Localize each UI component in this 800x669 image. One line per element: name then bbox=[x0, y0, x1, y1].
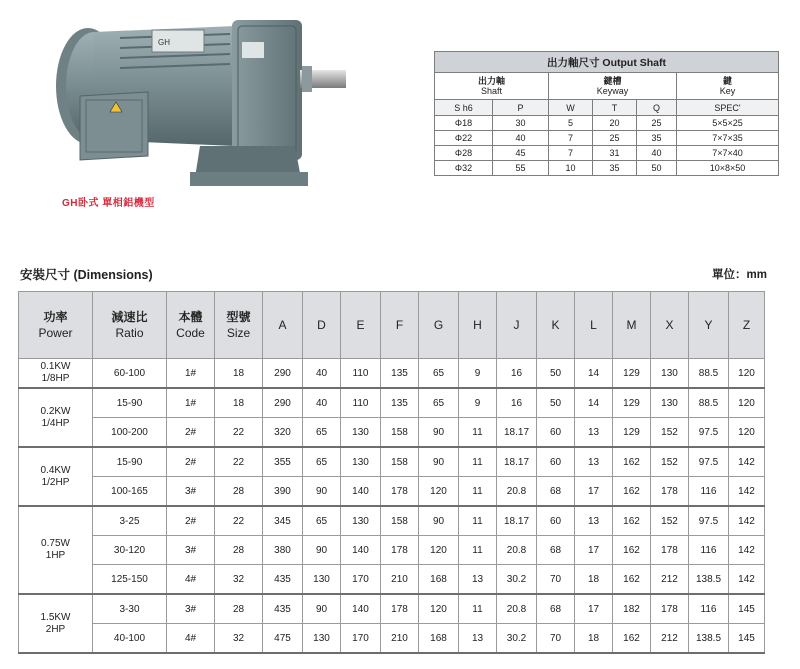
table-row bbox=[19, 388, 765, 418]
column-header bbox=[729, 292, 765, 359]
dimension-cell: 9 bbox=[459, 388, 497, 418]
table-row bbox=[19, 477, 765, 507]
dimension-cell: 3# bbox=[167, 477, 215, 507]
dimension-cell: 40 bbox=[303, 388, 341, 418]
dimension-cell: 28 bbox=[215, 477, 263, 507]
dimension-cell: 11 bbox=[459, 506, 497, 536]
dimension-cell: 16 bbox=[497, 388, 537, 418]
dimension-cell: 145 bbox=[729, 624, 765, 654]
dimension-cell: 110 bbox=[341, 388, 381, 418]
column-header bbox=[381, 292, 419, 359]
dimension-cell: 100-165 bbox=[93, 477, 167, 507]
shaft-subheader: Q bbox=[637, 100, 677, 116]
dimension-cell: 130 bbox=[341, 447, 381, 477]
column-header bbox=[689, 292, 729, 359]
dimension-cell: 116 bbox=[689, 594, 729, 624]
shaft-cell: 10×8×50 bbox=[677, 161, 779, 176]
dimension-cell: 129 bbox=[613, 418, 651, 448]
dimensions-header-row bbox=[19, 292, 765, 359]
dimension-cell: 212 bbox=[651, 565, 689, 595]
column-header-cn: K bbox=[551, 318, 560, 332]
column-header-cn: H bbox=[473, 318, 482, 332]
dimension-cell: 152 bbox=[651, 418, 689, 448]
dimension-cell: 9 bbox=[459, 359, 497, 389]
dimension-cell: 18 bbox=[575, 624, 613, 654]
dimension-cell: 162 bbox=[613, 536, 651, 565]
dimension-cell: 18.17 bbox=[497, 447, 537, 477]
table-row bbox=[435, 116, 779, 131]
power-value: 1/4HP bbox=[41, 417, 70, 429]
dimension-cell: 380 bbox=[263, 536, 303, 565]
dimension-cell: 162 bbox=[613, 624, 651, 654]
shaft-subheader: S h6 bbox=[435, 100, 493, 116]
column-header-en: Code bbox=[176, 326, 205, 340]
key-group-cn: 鍵 bbox=[722, 76, 732, 86]
shaft-cell: 40 bbox=[493, 131, 549, 146]
dimension-cell: 345 bbox=[263, 506, 303, 536]
shaft-cell: 40 bbox=[637, 146, 677, 161]
dimension-cell: 100-200 bbox=[93, 418, 167, 448]
shaft-cell: 50 bbox=[637, 161, 677, 176]
table-row bbox=[19, 565, 765, 595]
dimensions-title: 安裝尺寸 (Dimensions) bbox=[20, 268, 153, 282]
dimension-cell: 18 bbox=[215, 388, 263, 418]
column-header bbox=[303, 292, 341, 359]
dimension-cell: 3# bbox=[167, 536, 215, 565]
dimension-cell: 70 bbox=[537, 624, 575, 654]
column-header bbox=[459, 292, 497, 359]
shaft-cell: 35 bbox=[593, 161, 637, 176]
dimension-cell: 152 bbox=[651, 447, 689, 477]
dimension-cell: 178 bbox=[381, 477, 419, 507]
dimension-cell: 60 bbox=[537, 418, 575, 448]
dimension-cell: 16 bbox=[497, 359, 537, 389]
dimension-cell: 11 bbox=[459, 477, 497, 507]
dimension-cell: 129 bbox=[613, 359, 651, 389]
shaft-cell: 10 bbox=[549, 161, 593, 176]
column-header-cn: X bbox=[665, 318, 674, 332]
dimension-cell: 120 bbox=[729, 418, 765, 448]
dimension-cell: 130 bbox=[651, 359, 689, 389]
dimension-cell: 320 bbox=[263, 418, 303, 448]
shaft-cell: 30 bbox=[493, 116, 549, 131]
dimensions-table-body bbox=[19, 359, 765, 654]
keyway-group-header bbox=[549, 73, 677, 100]
shaft-table-body bbox=[435, 116, 779, 176]
dimension-cell: 11 bbox=[459, 447, 497, 477]
dimension-cell: 88.5 bbox=[689, 359, 729, 389]
dimension-cell: 435 bbox=[263, 565, 303, 595]
dimension-cell: 68 bbox=[537, 594, 575, 624]
dimension-cell: 140 bbox=[341, 594, 381, 624]
dimension-cell: 178 bbox=[651, 594, 689, 624]
dimension-cell: 68 bbox=[537, 536, 575, 565]
dimension-cell: 120 bbox=[419, 594, 459, 624]
dimension-cell: 13 bbox=[575, 418, 613, 448]
dimension-cell: 142 bbox=[729, 447, 765, 477]
dimension-cell: 178 bbox=[651, 477, 689, 507]
dimension-cell: 130 bbox=[303, 565, 341, 595]
column-header bbox=[215, 292, 263, 359]
power-value: 1/2HP bbox=[41, 476, 70, 488]
dimension-cell: 4# bbox=[167, 624, 215, 654]
shaft-cell: Φ32 bbox=[435, 161, 493, 176]
power-value: 0.75W bbox=[41, 538, 70, 549]
dimension-cell: 13 bbox=[459, 624, 497, 654]
dimension-cell: 178 bbox=[381, 536, 419, 565]
column-header-cn: Z bbox=[742, 318, 751, 332]
dimension-cell: 3-25 bbox=[93, 506, 167, 536]
column-header bbox=[613, 292, 651, 359]
dimension-cell: 130 bbox=[651, 388, 689, 418]
dimension-cell: 60 bbox=[537, 506, 575, 536]
column-header-cn: 本體 bbox=[178, 310, 203, 324]
dimension-cell: 210 bbox=[381, 624, 419, 654]
column-header-cn: 減速比 bbox=[111, 310, 148, 324]
product-caption: GH卧式 單相鋁機型 bbox=[62, 198, 155, 209]
dimension-cell: 162 bbox=[613, 565, 651, 595]
column-header-cn: L bbox=[590, 318, 597, 332]
motor-nameplate-label: GH bbox=[158, 38, 170, 47]
dimension-cell: 168 bbox=[419, 624, 459, 654]
dimension-cell: 130 bbox=[341, 418, 381, 448]
dimension-cell: 90 bbox=[419, 506, 459, 536]
dimension-cell: 142 bbox=[729, 506, 765, 536]
shaft-cell: 45 bbox=[493, 146, 549, 161]
dimension-cell: 120 bbox=[419, 477, 459, 507]
dimension-cell: 142 bbox=[729, 477, 765, 507]
dimension-cell: 1# bbox=[167, 359, 215, 389]
shaft-cell: Φ28 bbox=[435, 146, 493, 161]
table-row bbox=[19, 506, 765, 536]
dimension-cell: 17 bbox=[575, 594, 613, 624]
dimension-cell: 97.5 bbox=[689, 506, 729, 536]
dimension-cell: 135 bbox=[381, 388, 419, 418]
power-value: 2HP bbox=[45, 623, 66, 635]
shaft-group-en: Shaft bbox=[480, 86, 502, 96]
dimension-cell: 170 bbox=[341, 565, 381, 595]
dimension-cell: 2# bbox=[167, 506, 215, 536]
dimension-cell: 90 bbox=[303, 594, 341, 624]
shaft-group-cn: 出力軸 bbox=[477, 76, 505, 86]
dimension-cell: 178 bbox=[381, 594, 419, 624]
column-header-cn: G bbox=[433, 318, 444, 332]
dimension-cell: 212 bbox=[651, 624, 689, 654]
dimension-cell: 22 bbox=[215, 418, 263, 448]
output-shaft-table bbox=[434, 51, 778, 176]
shaft-cell: 20 bbox=[593, 116, 637, 131]
dimension-cell: 28 bbox=[215, 594, 263, 624]
column-header bbox=[19, 292, 93, 359]
column-header-en: Power bbox=[38, 326, 73, 340]
dimension-cell: 130 bbox=[303, 624, 341, 654]
column-header bbox=[419, 292, 459, 359]
dimension-cell: 30.2 bbox=[497, 624, 537, 654]
table-row bbox=[435, 161, 779, 176]
dimension-cell: 60-100 bbox=[93, 359, 167, 389]
keyway-group-cn: 鍵槽 bbox=[603, 76, 622, 86]
shaft-cell: 5 bbox=[549, 116, 593, 131]
power-value: 0.2KW bbox=[40, 405, 71, 417]
dimension-cell: 475 bbox=[263, 624, 303, 654]
shaft-subheader: SPEC' bbox=[677, 100, 779, 116]
dimension-cell: 135 bbox=[381, 359, 419, 389]
column-header-cn: E bbox=[356, 318, 365, 332]
dimension-cell: 18.17 bbox=[497, 506, 537, 536]
column-header bbox=[167, 292, 215, 359]
dimension-cell: 11 bbox=[459, 418, 497, 448]
column-header-cn: 型號 bbox=[226, 310, 251, 324]
column-header bbox=[93, 292, 167, 359]
dimension-cell: 2# bbox=[167, 447, 215, 477]
dimension-cell: 355 bbox=[263, 447, 303, 477]
dimension-cell: 30-120 bbox=[93, 536, 167, 565]
dimension-cell: 90 bbox=[419, 418, 459, 448]
dimension-cell: 60 bbox=[537, 447, 575, 477]
column-header bbox=[651, 292, 689, 359]
dimension-cell: 11 bbox=[459, 536, 497, 565]
column-header bbox=[341, 292, 381, 359]
dimension-cell: 158 bbox=[381, 447, 419, 477]
table-row bbox=[19, 359, 765, 389]
power-cell bbox=[19, 506, 93, 594]
dimension-cell: 50 bbox=[537, 388, 575, 418]
power-cell bbox=[19, 359, 93, 389]
dimension-cell: 116 bbox=[689, 536, 729, 565]
dimension-cell: 116 bbox=[689, 477, 729, 507]
dimension-cell: 178 bbox=[651, 536, 689, 565]
dimension-cell: 28 bbox=[215, 536, 263, 565]
dimension-cell: 3-30 bbox=[93, 594, 167, 624]
dimension-cell: 32 bbox=[215, 624, 263, 654]
shaft-table-title: 出力軸尺寸 Output Shaft bbox=[435, 52, 779, 73]
power-value: 0.1KW bbox=[40, 361, 71, 372]
dimension-cell: 32 bbox=[215, 565, 263, 595]
dimension-cell: 65 bbox=[303, 418, 341, 448]
dimension-cell: 142 bbox=[729, 565, 765, 595]
dimension-cell: 4# bbox=[167, 565, 215, 595]
power-value: 1/8HP bbox=[41, 373, 70, 384]
dimension-cell: 152 bbox=[651, 506, 689, 536]
shaft-cell: 7×7×40 bbox=[677, 146, 779, 161]
shaft-cell: 5×5×25 bbox=[677, 116, 779, 131]
dimension-cell: 13 bbox=[575, 447, 613, 477]
table-row bbox=[435, 146, 779, 161]
table-row bbox=[435, 131, 779, 146]
dimension-cell: 142 bbox=[729, 536, 765, 565]
dimension-cell: 138.5 bbox=[689, 624, 729, 654]
dimension-cell: 158 bbox=[381, 418, 419, 448]
dimension-cell: 20.8 bbox=[497, 536, 537, 565]
dimension-cell: 140 bbox=[341, 536, 381, 565]
keyway-group-en: Keyway bbox=[596, 86, 629, 96]
dimension-cell: 88.5 bbox=[689, 388, 729, 418]
dimension-cell: 22 bbox=[215, 506, 263, 536]
column-header bbox=[575, 292, 613, 359]
shaft-cell: 25 bbox=[593, 131, 637, 146]
dimension-cell: 138.5 bbox=[689, 565, 729, 595]
dimension-cell: 65 bbox=[303, 506, 341, 536]
dimension-cell: 390 bbox=[263, 477, 303, 507]
shaft-subheader: W bbox=[549, 100, 593, 116]
shaft-cell: Φ22 bbox=[435, 131, 493, 146]
dimension-cell: 3# bbox=[167, 594, 215, 624]
dimension-cell: 65 bbox=[419, 359, 459, 389]
dimension-cell: 120 bbox=[729, 388, 765, 418]
dimension-cell: 2# bbox=[167, 418, 215, 448]
column-header-cn: J bbox=[513, 318, 520, 332]
dimension-cell: 40-100 bbox=[93, 624, 167, 654]
power-value: 1.5KW bbox=[40, 611, 71, 623]
dimension-cell: 90 bbox=[303, 477, 341, 507]
dimension-cell: 40 bbox=[303, 359, 341, 389]
column-header-cn: A bbox=[278, 318, 287, 332]
shaft-cell: 25 bbox=[637, 116, 677, 131]
shaft-subheader: P bbox=[493, 100, 549, 116]
dimension-cell: 30.2 bbox=[497, 565, 537, 595]
shaft-cell: 7 bbox=[549, 146, 593, 161]
shaft-cell: Φ18 bbox=[435, 116, 493, 131]
shaft-group-header bbox=[435, 73, 549, 100]
column-header bbox=[263, 292, 303, 359]
table-row bbox=[19, 536, 765, 565]
dimension-cell: 110 bbox=[341, 359, 381, 389]
dimensions-table bbox=[18, 291, 765, 654]
dimension-cell: 140 bbox=[341, 477, 381, 507]
column-header-en: Size bbox=[226, 326, 251, 340]
dimension-cell: 125-150 bbox=[93, 565, 167, 595]
power-cell bbox=[19, 388, 93, 447]
dimension-cell: 11 bbox=[459, 594, 497, 624]
shaft-cell: 35 bbox=[637, 131, 677, 146]
dimension-cell: 120 bbox=[729, 359, 765, 389]
power-cell bbox=[19, 447, 93, 506]
shaft-cell: 7×7×35 bbox=[677, 131, 779, 146]
dimension-cell: 1# bbox=[167, 388, 215, 418]
key-group-en: Key bbox=[719, 86, 736, 96]
shaft-subheader: T bbox=[593, 100, 637, 116]
table-row bbox=[19, 418, 765, 448]
column-header-cn: 功率 bbox=[43, 310, 68, 324]
dimension-cell: 168 bbox=[419, 565, 459, 595]
dimension-cell: 15-90 bbox=[93, 447, 167, 477]
column-header-cn: M bbox=[626, 318, 637, 332]
dimension-cell: 17 bbox=[575, 536, 613, 565]
power-value: 0.4KW bbox=[40, 464, 71, 476]
dimension-cell: 18 bbox=[215, 359, 263, 389]
dimension-cell: 65 bbox=[303, 447, 341, 477]
dimension-cell: 129 bbox=[613, 388, 651, 418]
dimension-cell: 17 bbox=[575, 477, 613, 507]
dimension-cell: 290 bbox=[263, 388, 303, 418]
column-header-en: Ratio bbox=[115, 326, 144, 340]
dimension-cell: 120 bbox=[419, 536, 459, 565]
dimension-cell: 65 bbox=[419, 388, 459, 418]
unit-label: 單位：mm bbox=[712, 269, 767, 281]
dimension-cell: 13 bbox=[459, 565, 497, 595]
dimension-cell: 435 bbox=[263, 594, 303, 624]
dimension-cell: 182 bbox=[613, 594, 651, 624]
dimension-cell: 290 bbox=[263, 359, 303, 389]
dimension-cell: 145 bbox=[729, 594, 765, 624]
column-header-cn: D bbox=[317, 318, 326, 332]
dimension-cell: 210 bbox=[381, 565, 419, 595]
dimension-cell: 20.8 bbox=[497, 594, 537, 624]
dimension-cell: 158 bbox=[381, 506, 419, 536]
power-cell bbox=[19, 594, 93, 653]
column-header-cn: Y bbox=[704, 318, 713, 332]
table-row bbox=[19, 594, 765, 624]
shaft-cell: 31 bbox=[593, 146, 637, 161]
column-header bbox=[537, 292, 575, 359]
table-row bbox=[19, 447, 765, 477]
dimension-cell: 13 bbox=[575, 506, 613, 536]
dimension-cell: 130 bbox=[341, 506, 381, 536]
gear-motor-image bbox=[50, 14, 350, 192]
dimension-cell: 162 bbox=[613, 477, 651, 507]
shaft-cell: 55 bbox=[493, 161, 549, 176]
dimension-cell: 170 bbox=[341, 624, 381, 654]
power-value: 1HP bbox=[45, 550, 66, 561]
dimension-cell: 97.5 bbox=[689, 447, 729, 477]
dimension-cell: 15-90 bbox=[93, 388, 167, 418]
dimension-cell: 162 bbox=[613, 447, 651, 477]
column-header bbox=[497, 292, 537, 359]
column-header-cn: F bbox=[395, 318, 404, 332]
dimension-cell: 18.17 bbox=[497, 418, 537, 448]
dimension-cell: 70 bbox=[537, 565, 575, 595]
dimension-cell: 90 bbox=[303, 536, 341, 565]
dimension-cell: 50 bbox=[537, 359, 575, 389]
table-row bbox=[19, 624, 765, 654]
dimension-cell: 162 bbox=[613, 506, 651, 536]
dimension-cell: 14 bbox=[575, 359, 613, 389]
key-group-header bbox=[677, 73, 779, 100]
dimension-cell: 14 bbox=[575, 388, 613, 418]
dimension-cell: 68 bbox=[537, 477, 575, 507]
shaft-cell: 7 bbox=[549, 131, 593, 146]
dimension-cell: 18 bbox=[575, 565, 613, 595]
dimension-cell: 90 bbox=[419, 447, 459, 477]
dimension-cell: 22 bbox=[215, 447, 263, 477]
dimension-cell: 97.5 bbox=[689, 418, 729, 448]
dimension-cell: 20.8 bbox=[497, 477, 537, 507]
